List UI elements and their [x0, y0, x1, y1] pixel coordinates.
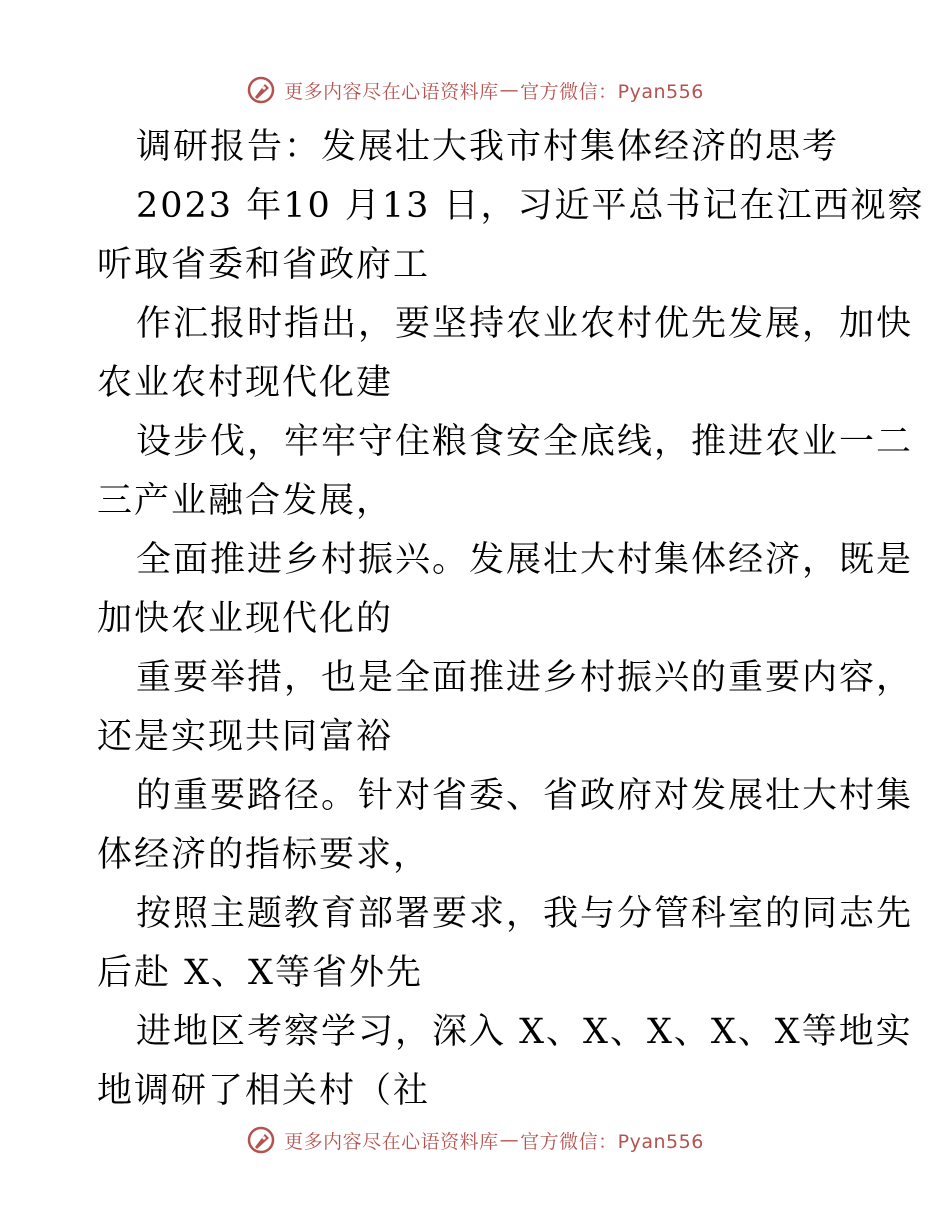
watermark-wechat-text: 官方微信：Pyan556 [520, 80, 704, 103]
pen-nib-logo-icon [246, 1125, 276, 1155]
text-line: 听取省委和省政府工 [97, 245, 431, 285]
text-line: 设步伐，牢牢守住粮食安全底线，推进农业一二 [136, 422, 914, 462]
text-line: 地调研了相关村（社 [97, 1071, 431, 1111]
text-line: 重要举措，也是全面推进乡村振兴的重要内容， [136, 658, 914, 698]
text-line: 农业农村现代化建 [97, 363, 394, 403]
text-line: 体经济的指标要求， [97, 835, 431, 875]
watermark-separator: — [499, 1129, 520, 1151]
text-line: 2023 年10 月13 日，习近平总书记在江西视察 [136, 186, 925, 226]
text-line: 后赴 X、X等省外先 [97, 953, 423, 993]
text-line: 按照主题教育部署要求，我与分管科室的同志先 [136, 894, 914, 934]
pen-nib-logo-icon [246, 75, 276, 105]
header-watermark [0, 72, 950, 108]
watermark-separator: — [499, 79, 520, 101]
watermark-site-text: 更多内容尽在心语资料库 [284, 1130, 499, 1153]
watermark-site-text: 更多内容尽在心语资料库 [284, 80, 499, 103]
footer-watermark [0, 1122, 950, 1158]
watermark-wechat-text: 官方微信：Pyan556 [520, 1130, 704, 1153]
document-title: 调研报告：发展壮大我市村集体经济的思考 [136, 127, 840, 167]
text-line: 作汇报时指出，要坚持农业农村优先发展，加快 [136, 304, 914, 344]
document-body [97, 118, 925, 1121]
text-line: 进地区考察学习，深入 X、X、X、X、X等地实 [136, 1012, 913, 1052]
text-line: 三产业融合发展， [97, 481, 394, 521]
text-line: 还是实现共同富裕 [97, 717, 394, 757]
text-line: 全面推进乡村振兴。发展壮大村集体经济，既是 [136, 540, 914, 580]
text-line: 的重要路径。针对省委、省政府对发展壮大村集 [136, 776, 914, 816]
text-line: 加快农业现代化的 [97, 599, 394, 639]
